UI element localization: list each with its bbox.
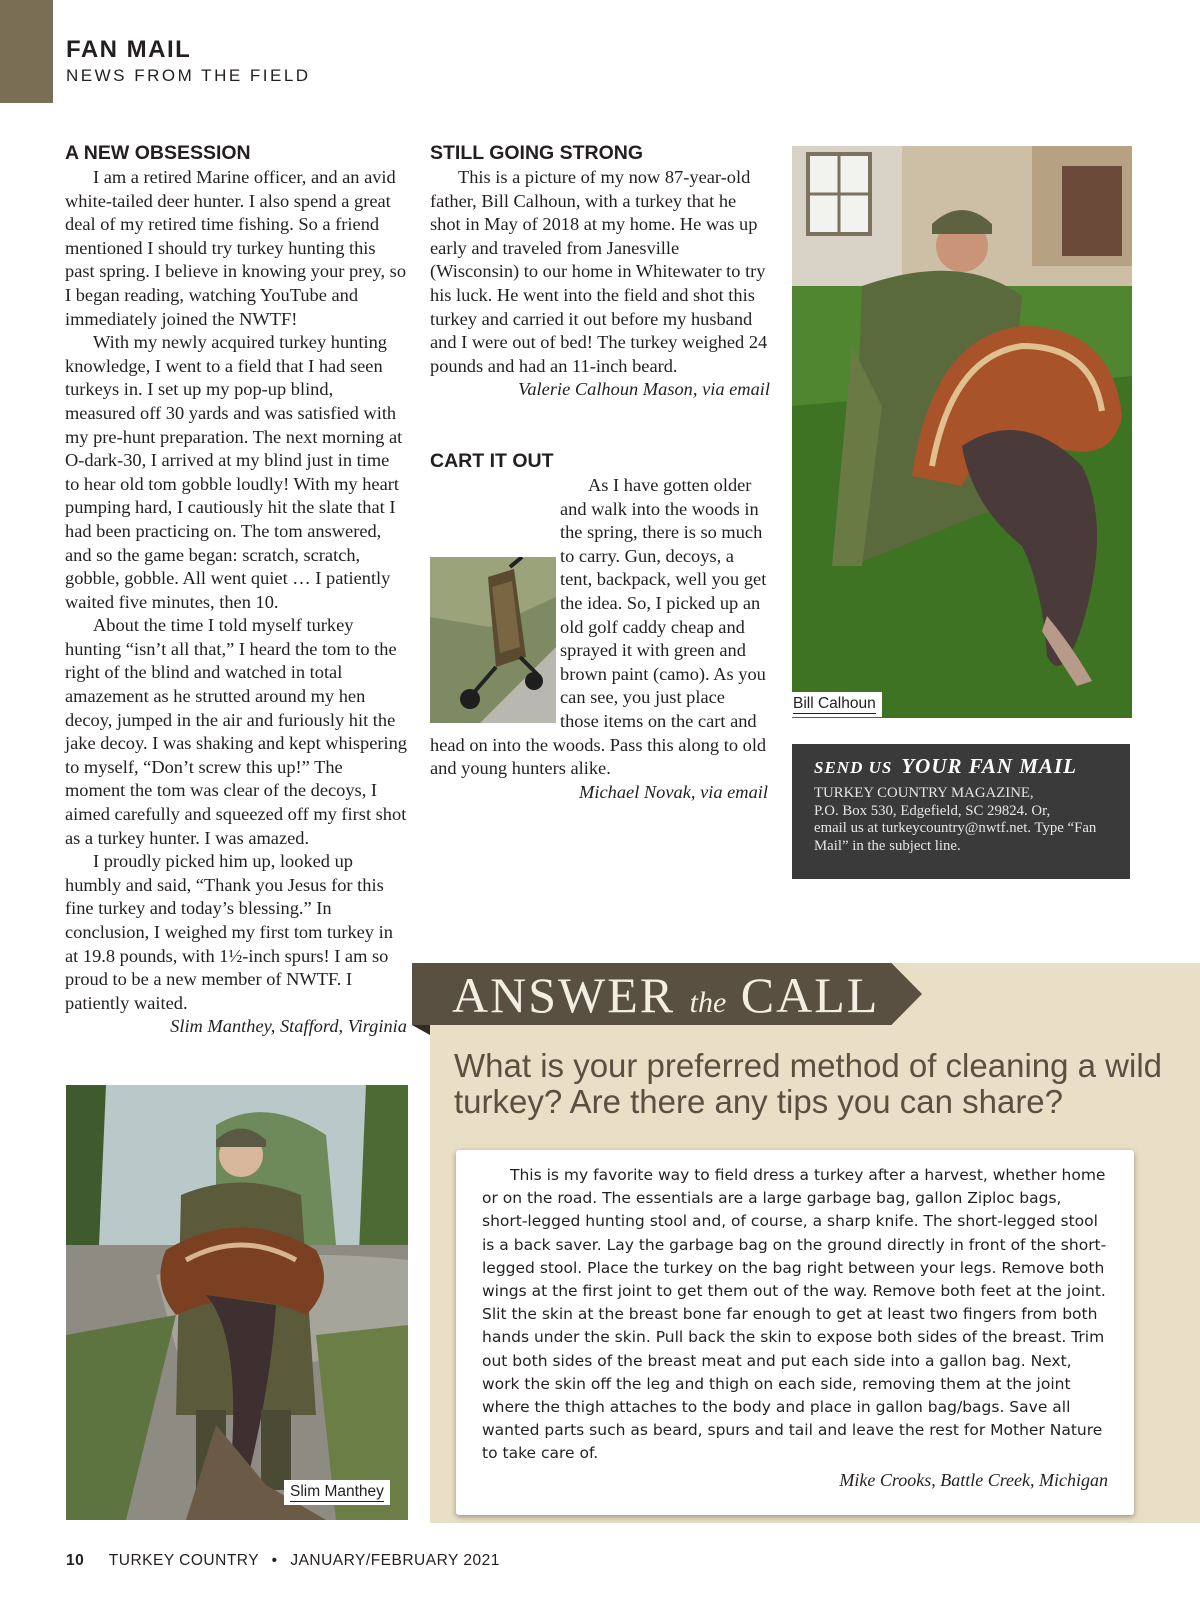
answer-the-call-title xyxy=(452,966,879,1024)
fan-mail-heading xyxy=(814,754,1108,779)
answer-text: This is my favorite way to field dress a turkey after a harvest, whether home or on the road. The essentials are a large garbage bag, gallon Ziploc bags, short-legged hunting stool and, of course, a sharp knife. The short-legged stool is a back saver. Lay the garbage bag on the ground directly in front of the short-legged stool. Place the turkey on the bag right between your legs. Remove both wings at the first joint to get them out of the way. Remove both feet at the joint. Slit the skin at the breast bone far enough to get at least two fingers from both hands under the skin. Pull back the skin to expose both sides of the breast. Trim out both sides of the breast meat and put each side into a gallon bag. Next, work the skin off the leg and thigh on each side, removing them at the joint where the thigh attaches to the body and place in gallon bag/bags. Save all wanted parts such as beard, spurs and tail and leave the rest for Mother Nature to take care of. xyxy=(482,1166,1107,1463)
obsession-paragraph-4: I proudly picked him up, looked up humbly and said, “Thank you Jesus for this fine turkey and today’s blessing.” In conclusion, I weighed my first tom turkey in at 19.8 pounds, with 1½-inch spurs! I am so proud to be a new member of NWTF. I patiently waited. xyxy=(65,851,393,1013)
obsession-signature: Slim Manthey, Stafford, Virginia xyxy=(170,1016,407,1037)
answer-signature: Mike Crooks, Battle Creek, Michigan xyxy=(839,1469,1108,1490)
obsession-paragraph-2: With my newly acquired turkey hunting knowledge, I went to a field that I had seen turkeys in. I set up my pop-up blind, measured off 30 yards and was satisfied with my pre-hunt preparation. The next morning at O-dark-30, I arrived at my blind just in time to hear old tom gobble loudly! With my heart pumping hard, I cautiously hit the slate that I had been practicing on. The tom answered, and so the game began: scratch, scratch, gobble, gobble. All went quiet … I patiently waited five minutes, then 10. xyxy=(65,332,403,612)
section-tab xyxy=(0,0,53,103)
bill-calhoun-caption-text: Bill Calhoun xyxy=(793,695,876,712)
fan-mail-box xyxy=(792,744,1130,879)
page-footer xyxy=(66,1552,500,1570)
footer-issue: JANUARY/FEBRUARY 2021 xyxy=(290,1552,500,1569)
answer-card xyxy=(456,1150,1134,1515)
fan-mail-line-2: P.O. Box 530, Edgefield, SC 29824. Or, xyxy=(814,802,1051,819)
strong-paragraph-1: This is a picture of my now 87-year-old father, Bill Calhoun, with a turkey that he shot in May of 2018 at my home. He was up early and traveled from Janesville (Wisconsin) to our home in Whitewater to try his luck. He went into the field and shot this turkey and carried it out before my husband and I were out of bed! The turkey weighed 24 pounds and had an 11-inch beard. xyxy=(430,167,768,376)
footer-bullet: • xyxy=(271,1552,278,1569)
cart-heading: CART IT OUT xyxy=(430,450,554,472)
fan-mail-heading-large: YOUR FAN MAIL xyxy=(901,754,1077,778)
obsession-body xyxy=(65,166,407,1039)
obsession-paragraph-1: I am a retired Marine officer, and an avid white-tailed deer hunter. I also spend a great deal of my retired time fishing. So a friend mentioned I should try turkey hunting this past spring. I believe in knowing your prey, so I began reading, watching YouTube and immediately joined the NWTF! xyxy=(65,167,407,329)
fan-mail-body xyxy=(814,785,1108,855)
banner-the-word: the xyxy=(689,986,727,1019)
section-subtitle: NEWS FROM THE FIELD xyxy=(66,66,311,85)
fan-mail-line-3: email us at turkeycountry@nwtf.net. Type “Fan Mail” in the subject line. xyxy=(814,820,1097,854)
obsession-heading: A NEW OBSESSION xyxy=(65,142,251,164)
footer-magazine: TURKEY COUNTRY xyxy=(108,1552,259,1569)
fan-mail-line-1: TURKEY COUNTRY MAGAZINE, xyxy=(814,785,1034,801)
strong-heading: STILL GOING STRONG xyxy=(430,142,644,164)
section-title: FAN MAIL xyxy=(66,36,192,63)
strong-signature: Valerie Calhoun Mason, via email xyxy=(518,379,770,400)
strong-body xyxy=(430,166,770,402)
slim-manthey-photo xyxy=(66,1085,408,1520)
banner-answer-word: ANSWER xyxy=(452,967,676,1023)
answer-the-call-question: What is your preferred method of cleaning a wild turkey? Are there any tips you can share? xyxy=(454,1047,1163,1120)
page-number: 10 xyxy=(66,1552,85,1569)
fan-mail-heading-small: SEND US xyxy=(814,758,893,777)
slim-manthey-caption xyxy=(284,1480,390,1505)
cart-paragraph: As I have gotten older and walk into the woods in the spring, there is so much to carry. Gun, decoys, a tent, backpack, well you get the idea. So, I picked up an old golf caddy cheap and sprayed it with green and brown paint (camo). As you can see, you just place those items on the cart and head on into the woods. Pass this along to old and young hunters alike. xyxy=(430,475,767,779)
banner-fold xyxy=(412,1025,430,1035)
slim-manthey-caption-text: Slim Manthey xyxy=(290,1483,384,1500)
banner-call-word: CALL xyxy=(740,967,880,1023)
obsession-paragraph-3: About the time I told myself turkey hunting “isn’t all that,” I heard the tom to the right of the blind and watched in total amazement as he strutted around my hen decoy, jumped in the air and furiously hit the jake decoy. I was shaking and kept whispering to myself, “Don’t screw this up!” The moment the tom was clear of the decoys, I aimed carefully and squeezed off my first shot as a turkey hunter. I was amazed. xyxy=(65,615,408,848)
golf-caddy-photo xyxy=(430,557,556,723)
bill-calhoun-caption xyxy=(787,692,882,717)
cart-signature: Michael Novak, via email xyxy=(579,781,768,802)
bill-calhoun-photo xyxy=(792,146,1132,718)
